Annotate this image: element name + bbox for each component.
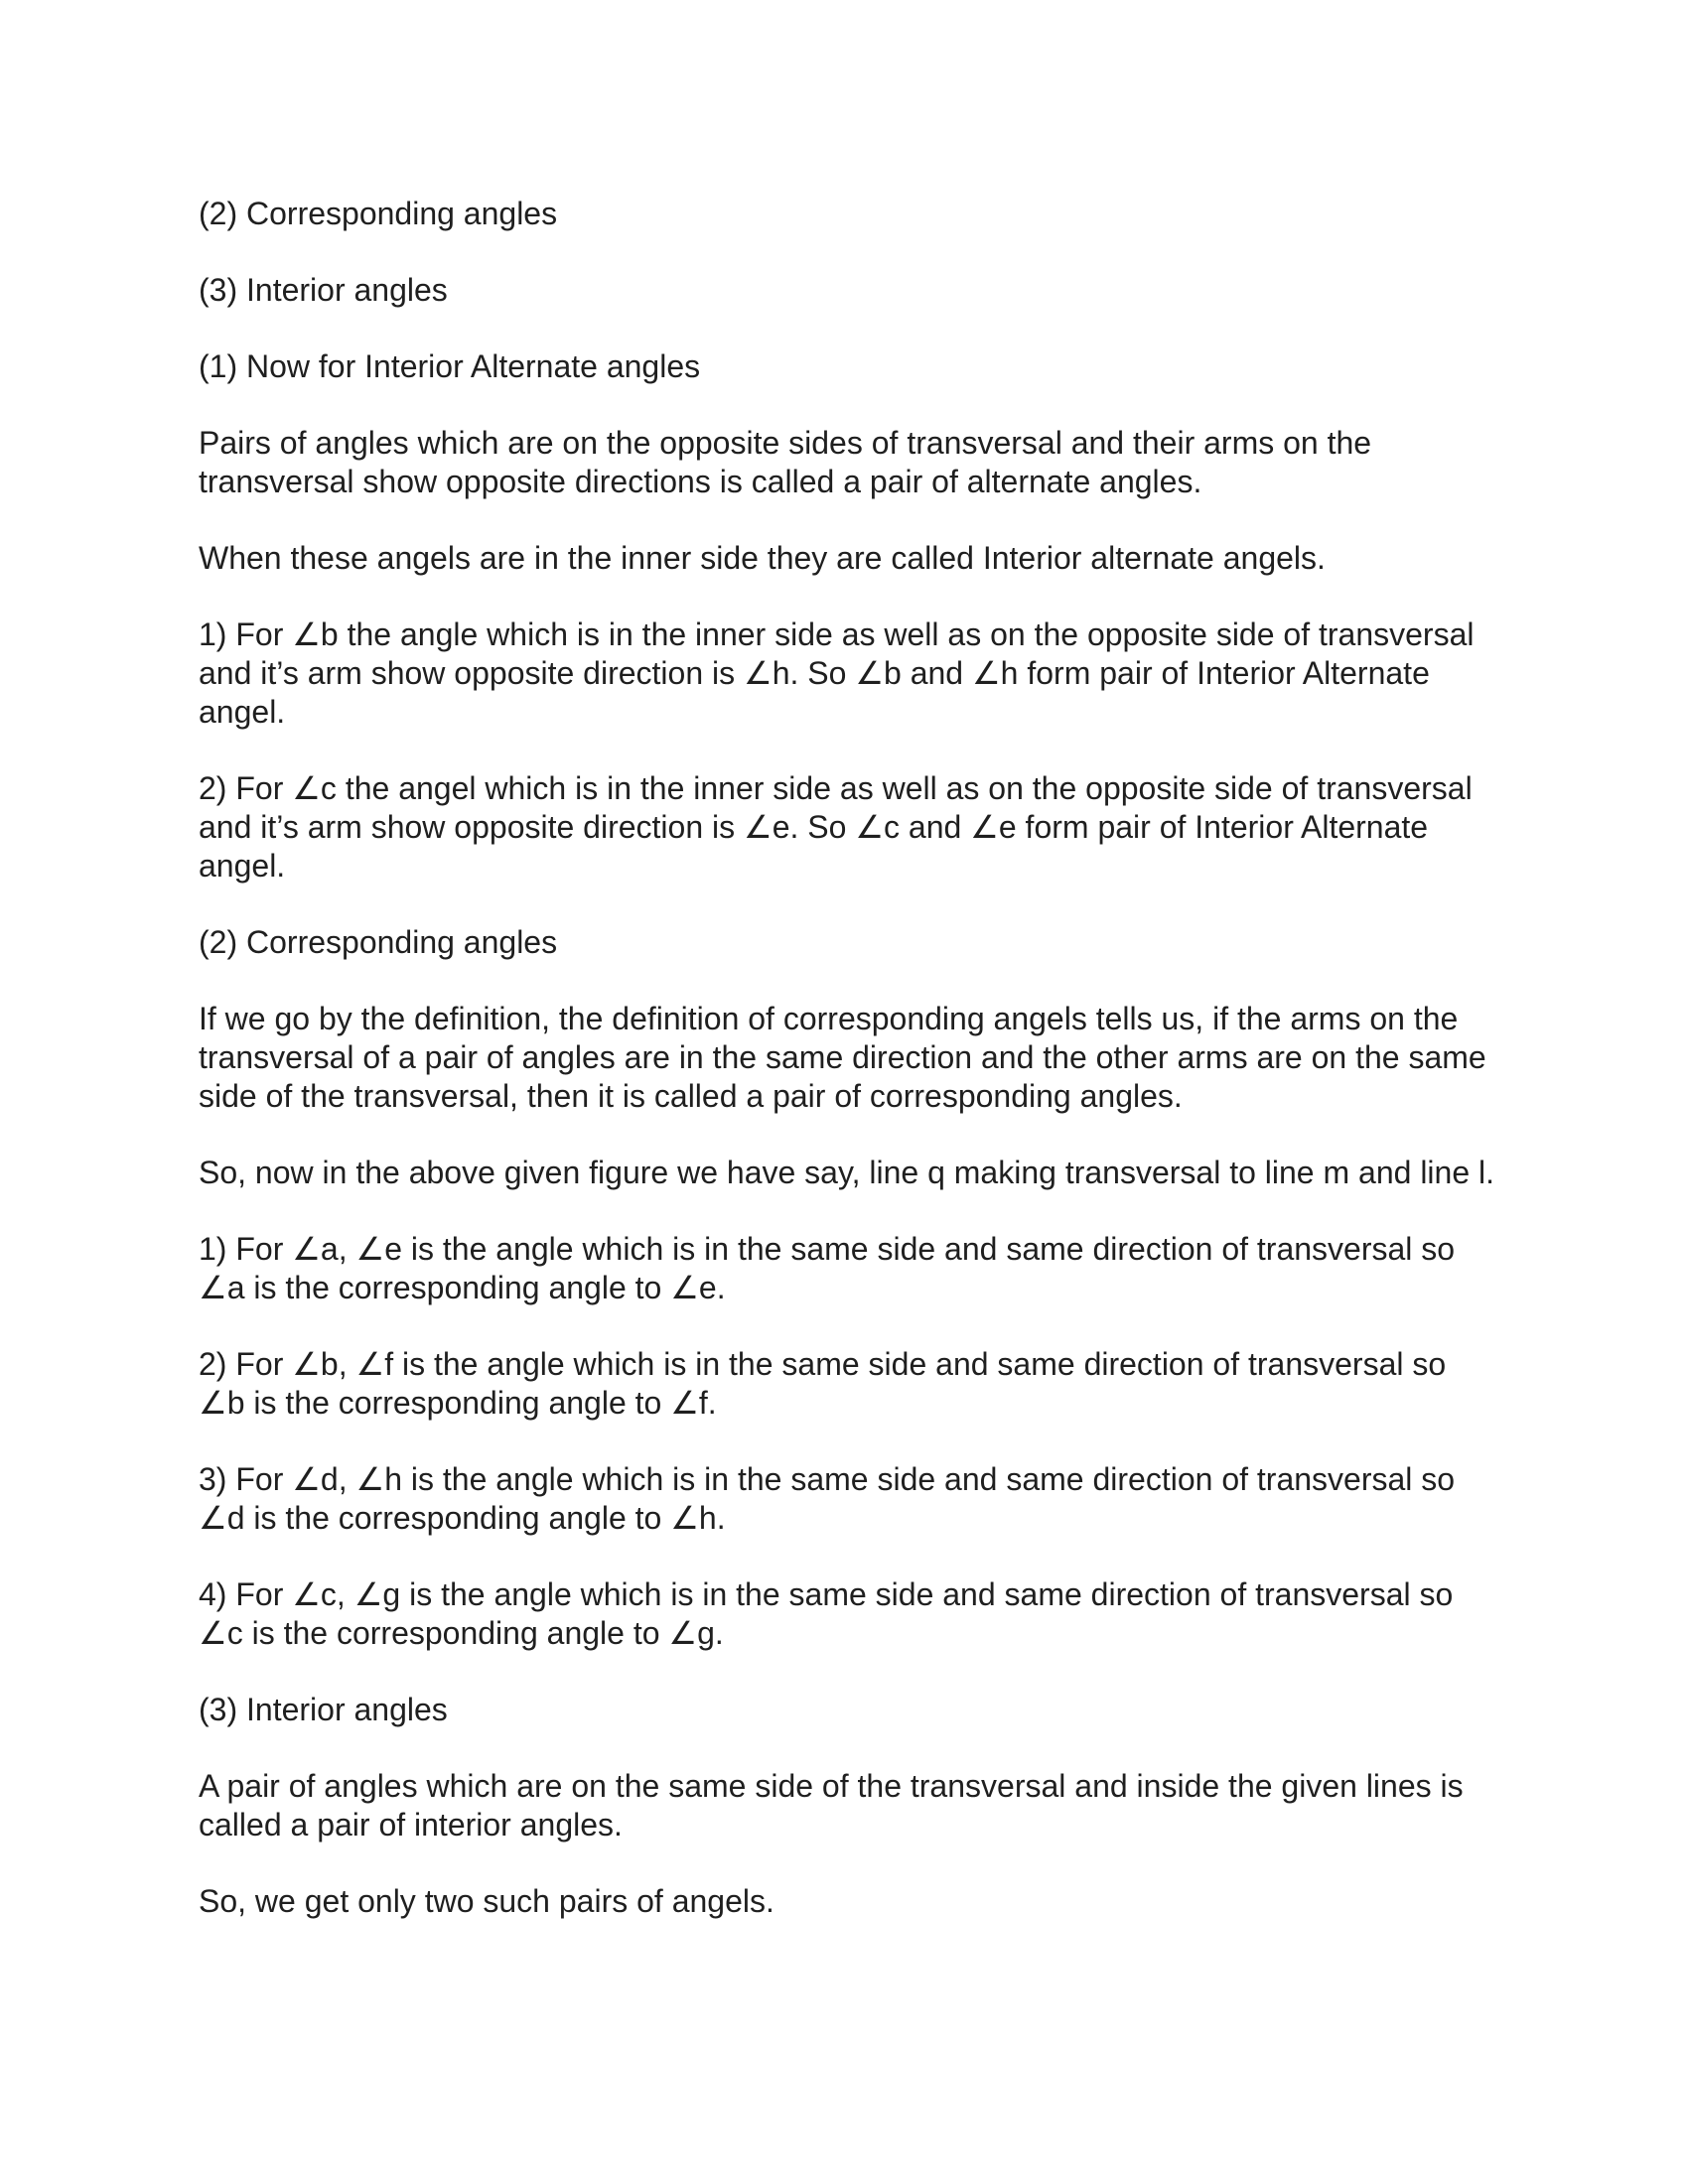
corresponding-angles-definition: If we go by the definition, the definition of corresponding angels tells us, if the arms on the transversal of a pair of angles are in the same direction and the other arms are on the same side of the transversal, then it is called a pair of corresponding angles. (199, 1001, 1486, 1114)
heading-interior-alternate-angles: (1) Now for Interior Alternate angles (199, 348, 701, 384)
heading-interior-angles: (3) Interior angles (199, 272, 448, 308)
corresponding-example-1: 1) For ∠a, ∠e is the angle which is in the same side and same direction of transversal so ∠a is the corresponding angle to ∠e. (199, 1231, 1456, 1305)
interior-alternate-definition: When these angels are in the inner side they are called Interior alternate angels. (199, 540, 1326, 576)
corresponding-example-4: 4) For ∠c, ∠g is the angle which is in the same side and same direction of transversal so ∠c is the corresponding angle to ∠g. (199, 1576, 1454, 1651)
section-heading-interior-angles: (3) Interior angles (199, 1692, 448, 1727)
alternate-angles-definition: Pairs of angles which are on the opposite sides of transversal and their arms on the transversal show opposite directions is called a pair of alternate angles. (199, 425, 1372, 499)
corresponding-example-2: 2) For ∠b, ∠f is the angle which is in the same side and same direction of transversal so ∠b is the corresponding angle to ∠f. (199, 1346, 1447, 1421)
heading-corresponding-angles: (2) Corresponding angles (199, 196, 558, 231)
alternate-example-2: 2) For ∠c the angel which is in the inner side as well as on the opposite side of transversal and it’s arm show opposite direction is ∠e. So ∠c and ∠e form pair of Interior Alternate angel. (199, 770, 1473, 884)
alternate-example-1: 1) For ∠b the angle which is in the inner side as well as on the opposite side of transversal and it’s arm show opposite direction is ∠h. So ∠b and ∠h form pair of Interior Alternate angel. (199, 616, 1475, 730)
corresponding-example-3: 3) For ∠d, ∠h is the angle which is in the same side and same direction of transversal so ∠d is the corresponding angle to ∠h. (199, 1461, 1456, 1536)
interior-angles-conclusion: So, we get only two such pairs of angels. (199, 1883, 774, 1919)
section-heading-corresponding-angles: (2) Corresponding angles (199, 924, 558, 960)
interior-angles-definition: A pair of angles which are on the same side of the transversal and inside the given lines is called a pair of interior angles. (199, 1768, 1464, 1843)
figure-transversal-note: So, now in the above given figure we have say, line q making transversal to line m and line l. (199, 1155, 1495, 1190)
